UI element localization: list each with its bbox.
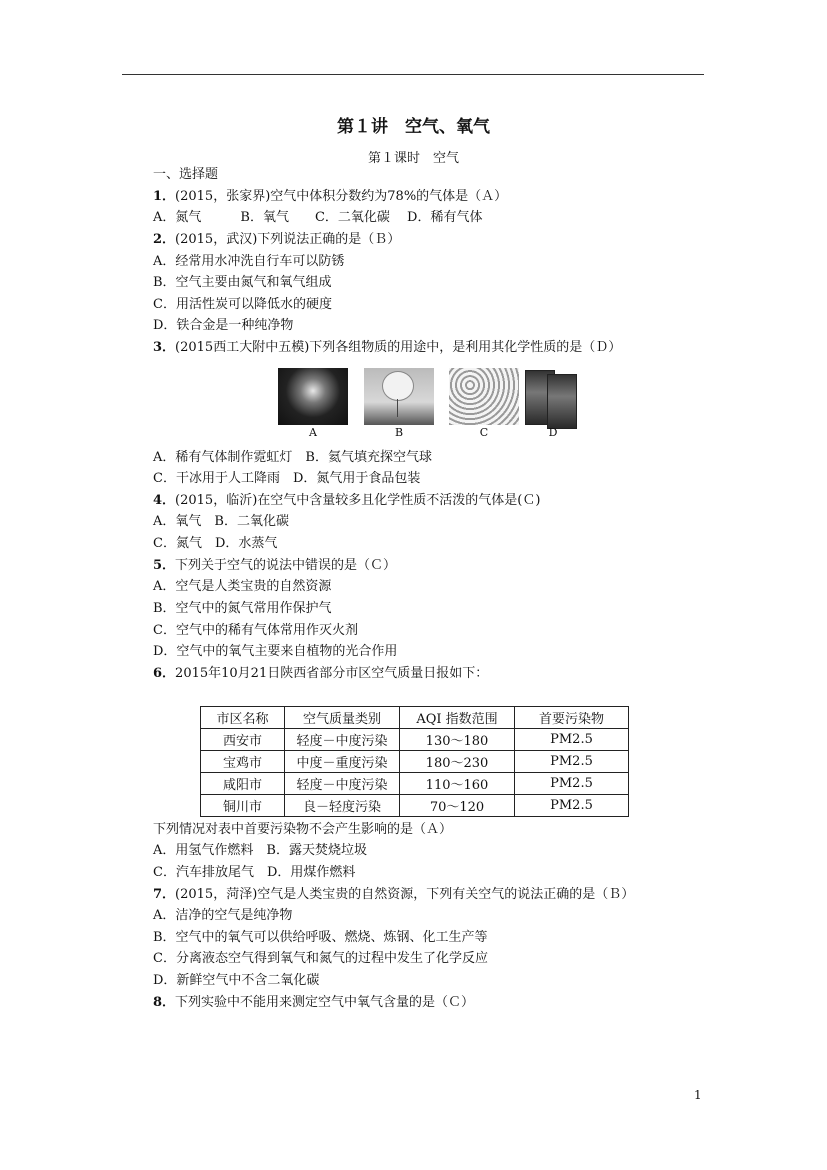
- food-package-image: [523, 368, 579, 425]
- image-label-c: C: [479, 426, 489, 439]
- question-4-options-ab: A．氧气 B．二氧化碳: [153, 514, 289, 529]
- question-1: 1．(2015，张家界)空气中体积分数约为78%的气体是（Ａ）: [153, 189, 508, 204]
- dry-ice-image: [449, 368, 519, 425]
- table-row: [201, 751, 629, 773]
- question-2-option-c: C．用活性炭可以降低水的硬度: [153, 297, 332, 312]
- image-label-b: B: [394, 426, 404, 439]
- question-7-option-b: B．空气中的氧气可以供给呼吸、燃烧、炼钢、化工生产等: [153, 930, 488, 945]
- table-cell: 良－轻度污染: [285, 795, 400, 817]
- question-5-option-a: A．空气是人类宝贵的自然资源: [153, 579, 332, 594]
- question-5: 5．下列关于空气的说法中错误的是（Ｃ）: [153, 558, 397, 573]
- question-6-prompt: 下列情况对表中首要污染物不会产生影响的是（Ａ）: [153, 822, 453, 837]
- table-header-cell: 市区名称: [201, 707, 285, 729]
- table-row: [201, 795, 629, 817]
- table-header-cell: 空气质量类别: [285, 707, 400, 729]
- table-row: [201, 729, 629, 751]
- weather-balloon-image: [364, 368, 434, 425]
- question-7: 7．(2015，菏泽)空气是人类宝贵的自然资源，下列有关空气的说法正确的是（Ｂ）: [153, 887, 635, 902]
- table-cell: 中度－重度污染: [285, 751, 400, 773]
- table-header-cell: 首要污染物: [515, 707, 629, 729]
- page-subtitle: 第１课时 空气: [367, 151, 459, 166]
- question-7-option-a: A．洁净的空气是纯净物: [153, 908, 293, 923]
- image-label-d: D: [548, 426, 558, 439]
- table-cell: 铜川市: [201, 795, 285, 817]
- question-2-option-a: A．经常用水冲洗自行车可以防锈: [153, 254, 345, 269]
- question-4: 4．(2015，临沂)在空气中含量较多且化学性质不活泼的气体是(Ｃ): [153, 493, 541, 508]
- question-2-option-b: B．空气主要由氮气和氧气组成: [153, 275, 332, 290]
- question-5-option-b: B．空气中的氮气常用作保护气: [153, 601, 332, 616]
- page-title: 第１讲 空气、氧气: [337, 117, 490, 137]
- neon-lights-image: [278, 368, 348, 425]
- question-2-option-d: D．铁合金是一种纯净物: [153, 318, 294, 333]
- question-3: 3．(2015西工大附中五模)下列各组物质的用途中，是利用其化学性质的是（Ｄ）: [153, 340, 622, 355]
- section-heading: 一、选择题: [153, 167, 219, 182]
- table-header-row: [201, 707, 629, 729]
- question-8: 8．下列实验中不能用来测定空气中氧气含量的是（Ｃ）: [153, 995, 475, 1010]
- question-4-options-cd: C．氮气 D．水蒸气: [153, 536, 278, 551]
- table-cell: PM2.5: [515, 795, 629, 817]
- question-6: 6．2015年10月21日陕西省部分市区空气质量日报如下：: [153, 666, 489, 681]
- question-7-option-c: C．分离液态空气得到氧气和氮气的过程中发生了化学反应: [153, 951, 488, 966]
- table-cell: 110～160: [400, 773, 515, 795]
- table-cell: 130～180: [400, 729, 515, 751]
- table-cell: 宝鸡市: [201, 751, 285, 773]
- question-5-option-c: C．空气中的稀有气体常用作灭火剂: [153, 623, 358, 638]
- table-cell: 咸阳市: [201, 773, 285, 795]
- table-cell: PM2.5: [515, 729, 629, 751]
- table-cell: 180～230: [400, 751, 515, 773]
- question-3-options-ab: A．稀有气体制作霓虹灯 B．氦气填充探空气球: [153, 450, 432, 465]
- question-7-option-d: D．新鲜空气中不含二氧化碳: [153, 973, 320, 988]
- table-cell: 70～120: [400, 795, 515, 817]
- table-header-cell: AQI 指数范围: [400, 707, 515, 729]
- question-3-image-row: [278, 368, 578, 438]
- question-6-options-cd: C．汽车排放尾气 D．用煤作燃料: [153, 865, 356, 880]
- header-rule: [122, 74, 704, 75]
- table-cell: PM2.5: [515, 773, 629, 795]
- image-label-a: A: [309, 426, 317, 439]
- question-5-option-d: D．空气中的氧气主要来自植物的光合作用: [153, 644, 398, 659]
- table-cell: 西安市: [201, 729, 285, 751]
- table-cell: 轻度－中度污染: [285, 729, 400, 751]
- question-1-options: A．氮气 B．氧气 C．二氧化碳 D．稀有气体: [153, 210, 483, 225]
- page-number: 1: [694, 1088, 702, 1102]
- table-cell: PM2.5: [515, 751, 629, 773]
- question-3-options-cd: C．干冰用于人工降雨 D．氮气用于食品包装: [153, 471, 421, 486]
- question-2: 2．(2015，武汉)下列说法正确的是（Ｂ）: [153, 232, 401, 247]
- aqi-table: [200, 706, 629, 817]
- table-row: [201, 773, 629, 795]
- table-cell: 轻度－中度污染: [285, 773, 400, 795]
- question-6-options-ab: A．用氢气作燃料 B．露天焚烧垃圾: [153, 843, 367, 858]
